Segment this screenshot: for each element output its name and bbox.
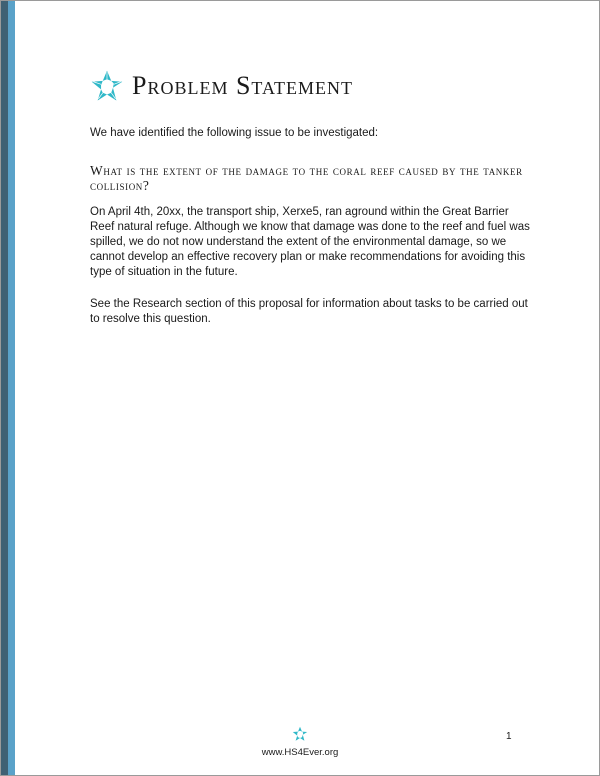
star-logo-icon <box>90 69 124 103</box>
side-bar-dark <box>1 1 8 775</box>
side-bar-blue <box>8 1 15 775</box>
intro-text: We have identified the following issue to be investigated: <box>90 127 379 139</box>
heading <box>90 66 353 106</box>
body-paragraph-2: See the Research section of this proposal for information about tasks to be carried out to resolve this question. <box>90 298 528 325</box>
page-number: 1 <box>506 731 512 742</box>
body-paragraph-1: On April 4th, 20xx, the transport ship, Xerxe5, ran aground within the Great Barrier Reef natural refuge. Although we know that damage was done to the reef and fuel was spilled, we do not now understand the extent of the environmental damage, so we cannot develop an effective recovery plan or make recommendations for avoiding this type of situation in the future. <box>90 206 530 278</box>
footer-url[interactable]: www.HS4Ever.org <box>261 747 339 758</box>
question-heading: What is the extent of the damage to the coral reef caused by the tanker collision? <box>90 163 523 193</box>
page-title: Problem Statement <box>132 71 353 100</box>
footer-star-logo-icon <box>292 726 308 742</box>
